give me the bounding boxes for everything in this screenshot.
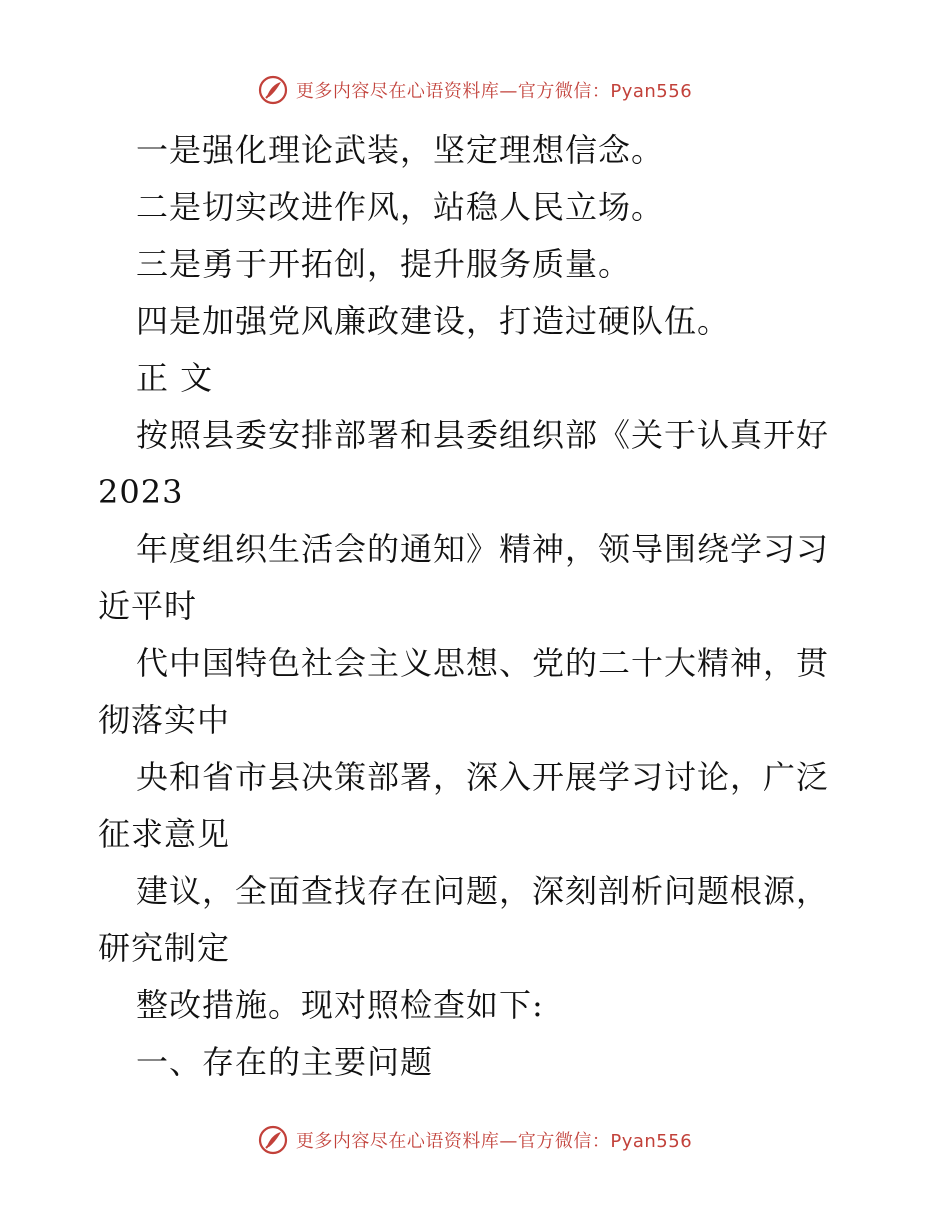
doc-line-4: 四是加强党风廉政建设，打造过硬队伍。 [136, 302, 731, 340]
doc-line-16: 整改措施。现对照检查如下: [136, 986, 544, 1024]
doc-line-1: 一是强化理论武装，坚定理想信念。 [136, 131, 665, 169]
watermark-text: 更多内容尽在心语资料库—官方微信：Pyan556 [295, 81, 693, 102]
doc-line-14: 建议，全面查找存在问题，深刻剖析问题根源， [136, 872, 830, 910]
watermark-text: 更多内容尽在心语资料库—官方微信：Pyan556 [295, 1131, 693, 1152]
section-heading-main-text: 正 文 [136, 359, 214, 397]
doc-line-6: 按照县委安排部署和县委组织部《关于认真开好 [136, 416, 830, 454]
doc-line-11: 彻落实中 [98, 701, 231, 739]
quill-logo-icon [258, 75, 288, 105]
doc-line-8: 年度组织生活会的通知》精神，领导围绕学习习 [136, 530, 830, 568]
doc-line-3: 三是勇于开拓创，提升服务质量。 [136, 245, 632, 283]
doc-line-2: 二是切实改进作风，站稳人民立场。 [136, 188, 665, 226]
doc-line-7: 2023 [98, 473, 184, 511]
doc-line-12: 央和省市县决策部署，深入开展学习讨论，广泛 [136, 758, 830, 796]
doc-line-13: 征求意见 [98, 815, 231, 853]
doc-line-15: 研究制定 [98, 929, 231, 967]
document-body [98, 122, 858, 1091]
doc-line-10: 代中国特色社会主义思想、党的二十大精神，贯 [136, 644, 830, 682]
doc-line-9: 近平时 [98, 587, 198, 625]
page-footer-watermark [0, 1122, 950, 1158]
page-header-watermark [0, 72, 950, 108]
quill-logo-icon [258, 1125, 288, 1155]
section-heading-issues: 一、存在的主要问题 [136, 1043, 434, 1081]
